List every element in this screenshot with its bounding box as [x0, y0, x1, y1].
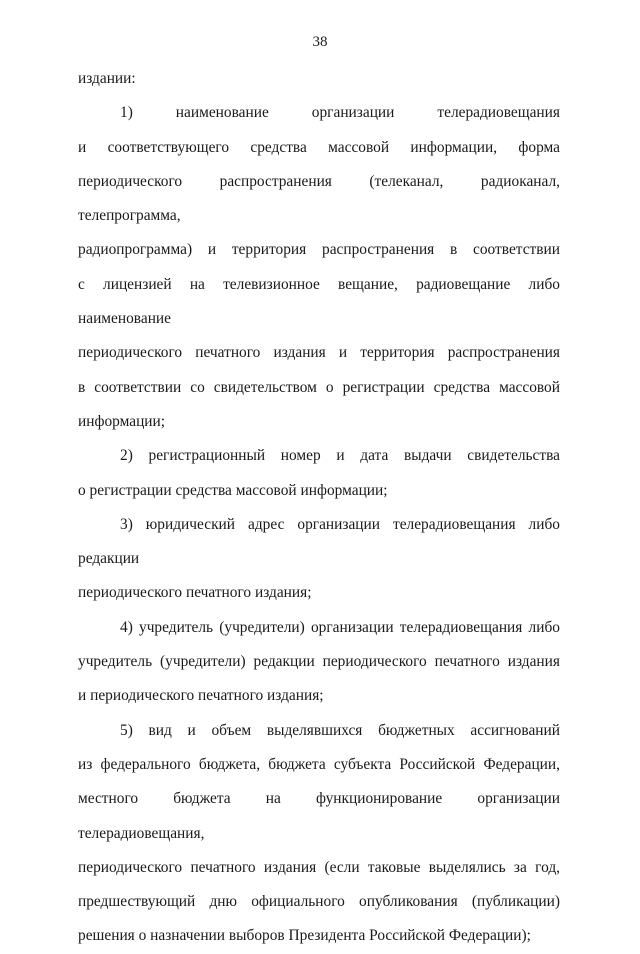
text-line: 3) юридический адрес организации телерадиовещания либо редакции	[78, 515, 560, 568]
text-line: решения о назначении выборов Президента Российской Федерации);	[78, 927, 531, 945]
text-line: издании:	[78, 70, 136, 87]
text-line: из федерального бюджета, бюджета субъекта Российской Федерации,	[78, 755, 560, 773]
paragraph-intro	[78, 62, 560, 96]
text-line: с лицензией на телевизионное вещание, радиовещание либо наименование	[78, 275, 560, 328]
text-line: 4) учредитель (учредители) организации телерадиовещания либо	[120, 618, 560, 636]
text-line: радиопрограмма) и территория распространения в соответствии	[78, 241, 560, 259]
paragraph-item-4	[78, 611, 560, 714]
text-line: периодического распространения (телеканал, радиоканал, телепрограмма,	[78, 172, 560, 225]
text-line: 5) вид и объем выделявшихся бюджетных ассигнований	[120, 721, 560, 739]
text-line: в соответствии со свидетельством о регистрации средства массовой	[78, 378, 560, 396]
document-body	[78, 62, 560, 954]
text-line: местного бюджета на функционирование организации телерадиовещания,	[78, 790, 560, 842]
paragraph-item-2	[78, 439, 560, 508]
text-line: периодического печатного издания и территория распространения	[78, 344, 560, 362]
text-line: учредитель (учредители) редакции периодического печатного издания	[78, 653, 560, 671]
page-number: 38	[312, 34, 328, 50]
text-line: 2) регистрационный номер и дата выдачи свидетельства	[120, 447, 560, 465]
text-line: периодического печатного издания;	[78, 584, 312, 602]
text-line: периодического печатного издания (если таковые выделялись за год,	[78, 858, 560, 876]
text-line: и соответствующего средства массовой информации, форма	[78, 138, 560, 156]
text-line: 1) наименование организации телерадиовещания	[120, 104, 560, 122]
text-line: информации;	[78, 412, 166, 430]
text-line: и периодического печатного издания;	[78, 687, 324, 705]
paragraph-item-5	[78, 714, 560, 954]
text-line: предшествующий дню официального опубликования (публикации)	[78, 893, 560, 911]
paragraph-item-1	[78, 96, 560, 439]
text-line: о регистрации средства массовой информации;	[78, 481, 388, 499]
paragraph-item-3	[78, 508, 560, 611]
